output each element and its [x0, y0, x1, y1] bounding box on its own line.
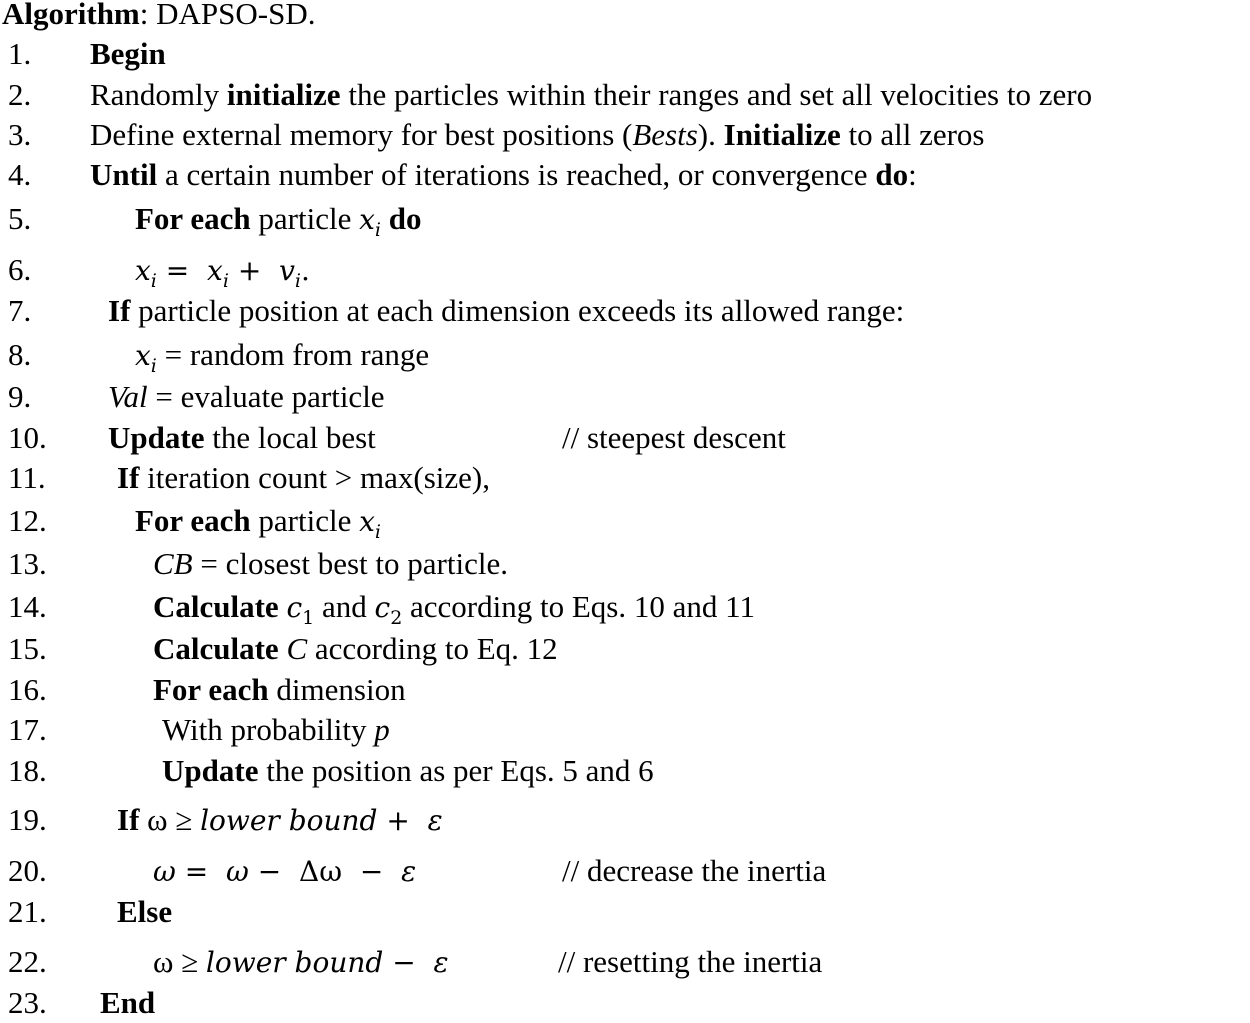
- text-segment: a certain number of iterations is reached, or convergence: [157, 157, 876, 192]
- text-segment: the particles within their ranges and set all velocities to zero: [340, 77, 1093, 112]
- keyword: For each: [153, 672, 269, 707]
- algorithm-line: [0, 587, 1250, 627]
- algorithm-line: [0, 544, 1250, 584]
- algorithm-line: [0, 751, 1250, 791]
- line-text: [153, 544, 508, 584]
- algorithm-line: [0, 983, 1250, 1023]
- algorithm-line: [0, 670, 1250, 710]
- text-segment: ).: [697, 117, 724, 152]
- algorithm-line: [0, 377, 1250, 417]
- line-number: 12.: [8, 503, 47, 538]
- algorithm-line: [0, 75, 1250, 115]
- keyword: Else: [117, 894, 173, 929]
- keyword: If: [108, 293, 131, 328]
- line-number: 14.: [8, 589, 47, 624]
- text-segment: Define external memory for best positions (: [90, 117, 633, 152]
- line-number: 20.: [8, 853, 47, 888]
- line-number: 8.: [8, 337, 32, 372]
- math-operator: .: [301, 254, 310, 287]
- variable: p: [374, 712, 390, 747]
- line-text: [117, 458, 490, 498]
- math-var: x: [207, 254, 223, 287]
- algorithm-line: [0, 851, 1250, 891]
- math-var: ω: [153, 855, 176, 888]
- variable: Bests: [632, 117, 698, 152]
- math-var: ε: [433, 946, 449, 979]
- code-comment: // steepest descent: [562, 420, 786, 455]
- math-var: x: [135, 339, 151, 372]
- text-segment: according to Eq. 12: [307, 631, 558, 666]
- line-number: 19.: [8, 802, 47, 837]
- keyword: Update: [162, 753, 259, 788]
- line-text: [108, 418, 376, 458]
- math-operator: ω ≥: [147, 802, 201, 837]
- keyword: For each: [135, 503, 251, 538]
- math-subscript: 2: [390, 607, 403, 629]
- math-var: lower bound: [200, 804, 378, 837]
- text-segment: = random from range: [156, 337, 430, 372]
- line-number: 17.: [8, 712, 47, 747]
- math-operator: +: [228, 254, 280, 287]
- keyword: do: [388, 201, 422, 236]
- math-var: lower bound: [205, 946, 384, 979]
- line-number: 22.: [8, 944, 47, 979]
- keyword: If: [117, 802, 140, 837]
- line-text: [90, 115, 985, 155]
- line-number: 7.: [8, 293, 32, 328]
- keyword: do: [875, 157, 909, 192]
- line-number: 1.: [8, 36, 32, 71]
- line-text: [90, 155, 917, 195]
- line-number: 4.: [8, 157, 32, 192]
- math-var: x: [359, 203, 375, 236]
- text-segment: :: [908, 157, 917, 192]
- math-subscript: i: [294, 270, 301, 292]
- keyword: For each: [135, 201, 251, 236]
- variable: Val: [108, 379, 148, 414]
- text-segment: dimension: [268, 672, 406, 707]
- line-text: [117, 800, 443, 841]
- algorithm-line: [0, 629, 1250, 669]
- keyword: Begin: [90, 36, 166, 71]
- text-segment: to all zeros: [840, 117, 985, 152]
- math-var: x: [359, 505, 375, 538]
- algorithm-line: [0, 800, 1250, 840]
- math-var: c: [286, 591, 303, 624]
- algorithm-line: [0, 250, 1250, 290]
- line-text: [90, 75, 1092, 115]
- algorithm-name: DAPSO-SD.: [156, 0, 316, 31]
- math-subscript: i: [150, 270, 157, 292]
- keyword: Update: [108, 420, 205, 455]
- text-segment: particle position at each dimension exceeds its allowed range:: [130, 293, 905, 328]
- text-segment: particle: [250, 503, 360, 538]
- line-number: 3.: [8, 117, 32, 152]
- algorithm-line: [0, 199, 1250, 239]
- text-segment: according to Eqs. 10 and 11: [402, 589, 755, 624]
- text-segment: [381, 201, 389, 236]
- keyword: Initialize: [723, 117, 841, 152]
- text-segment: [139, 802, 147, 837]
- line-text: [153, 851, 416, 892]
- line-number: 21.: [8, 894, 47, 929]
- line-text: [108, 377, 385, 417]
- line-number: 5.: [8, 201, 32, 236]
- line-text: [108, 291, 904, 331]
- line-number: 6.: [8, 252, 32, 287]
- math-operator: =: [156, 254, 208, 287]
- math-operator: =: [175, 855, 227, 888]
- math-subscript: i: [374, 219, 381, 241]
- math-var: v: [279, 254, 295, 287]
- algorithm-line: [0, 942, 1250, 982]
- math-subscript: 1: [302, 607, 315, 629]
- title-label: Algorithm: [2, 0, 140, 31]
- keyword: End: [100, 985, 156, 1020]
- text-segment: = closest best to particle.: [192, 546, 508, 581]
- line-number: 9.: [8, 379, 32, 414]
- title-separator: :: [139, 0, 157, 31]
- algorithm-line: [0, 458, 1250, 498]
- line-number: 2.: [8, 77, 32, 112]
- line-number: 10.: [8, 420, 47, 455]
- line-number: 18.: [8, 753, 47, 788]
- line-number: 15.: [8, 631, 47, 666]
- line-text: [135, 199, 421, 250]
- keyword: If: [117, 460, 140, 495]
- text-segment: particle: [250, 201, 360, 236]
- text-segment: Randomly: [90, 77, 227, 112]
- math-var: ω: [226, 855, 249, 888]
- text-segment: iteration count > max(size),: [139, 460, 491, 495]
- math-var: ε: [427, 804, 443, 837]
- math-var: x: [135, 254, 151, 287]
- code-comment: // resetting the inertia: [558, 944, 823, 979]
- keyword: Calculate: [153, 589, 279, 624]
- code-comment: // decrease the inertia: [562, 853, 827, 888]
- text-segment: With probability: [162, 712, 375, 747]
- line-number: 13.: [8, 546, 47, 581]
- math-subscript: i: [374, 521, 381, 543]
- text-segment: = evaluate particle: [147, 379, 385, 414]
- line-text: [153, 629, 558, 669]
- text-segment: and: [314, 589, 375, 624]
- algorithm-line: [0, 335, 1250, 375]
- algorithm-line: [0, 710, 1250, 750]
- keyword: Calculate: [153, 631, 279, 666]
- variable: CB: [153, 546, 193, 581]
- algorithm-line: [0, 291, 1250, 331]
- algorithm-line: [0, 501, 1250, 541]
- algorithm-line: [0, 892, 1250, 932]
- keyword: initialize: [226, 77, 341, 112]
- math-var: c: [374, 591, 391, 624]
- math-operator: +: [377, 804, 428, 837]
- line-text: [100, 983, 155, 1023]
- algorithm-line: [0, 418, 1250, 458]
- line-text: [162, 710, 390, 750]
- math-subscript: i: [222, 270, 229, 292]
- math-var: ε: [401, 855, 417, 888]
- variable: C: [286, 631, 308, 666]
- algorithm-line: [0, 34, 1250, 74]
- line-number: 11.: [8, 460, 46, 495]
- math-operator: −: [383, 946, 434, 979]
- text-segment: the local best: [204, 420, 376, 455]
- math-operator: − Δω −: [248, 855, 402, 888]
- line-number: 16.: [8, 672, 47, 707]
- line-number: 23.: [8, 985, 47, 1020]
- line-text: [90, 34, 166, 74]
- math-subscript: i: [150, 355, 157, 377]
- line-text: [162, 751, 654, 791]
- line-text: [153, 942, 449, 983]
- math-operator: ω ≥: [153, 944, 206, 979]
- line-text: [153, 670, 406, 710]
- text-segment: the position as per Eqs. 5 and 6: [258, 753, 654, 788]
- line-text: [117, 892, 172, 932]
- keyword: Until: [90, 157, 158, 192]
- algorithm-title: [2, 0, 316, 32]
- algorithm-line: [0, 155, 1250, 195]
- algorithm-line: [0, 115, 1250, 155]
